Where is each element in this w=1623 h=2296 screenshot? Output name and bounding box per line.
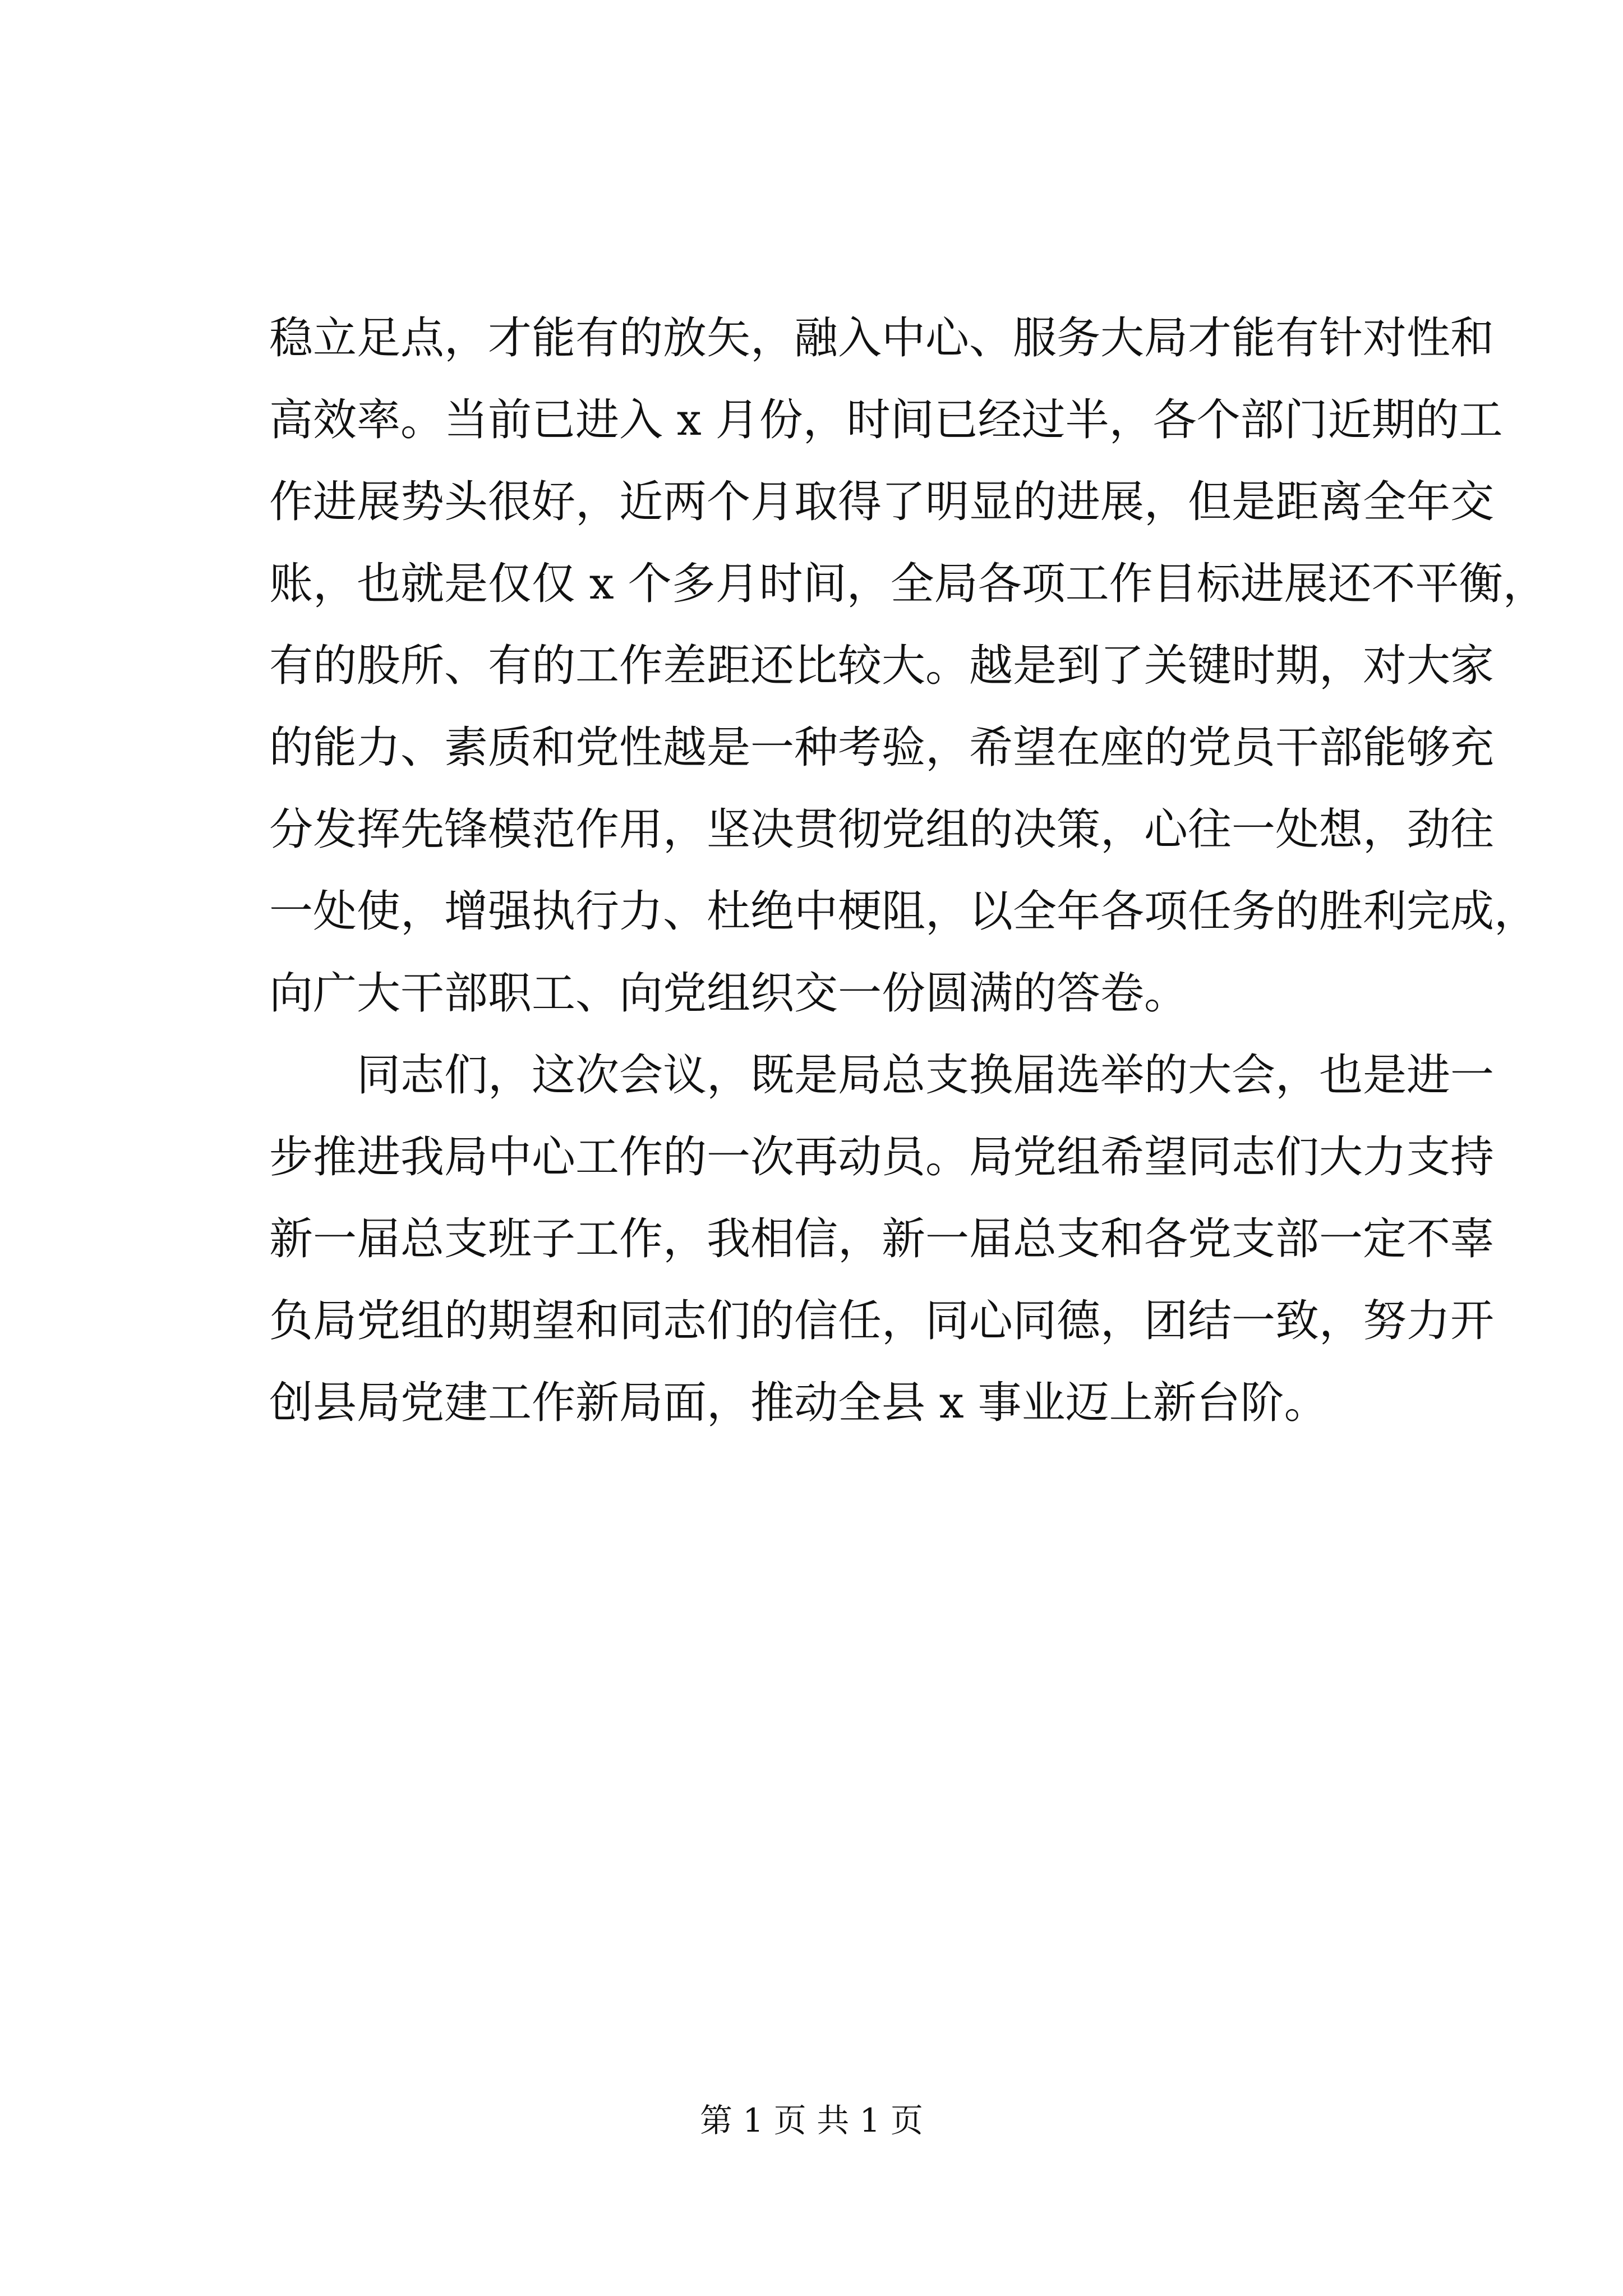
text-line: 账，也就是仅仅 x 个多月时间，全局各项工作目标进展还不平衡， (269, 559, 1547, 609)
text-line: 新一届总支班子工作，我相信，新一届总支和各党支部一定不辜 (269, 1214, 1495, 1264)
paragraph-2 (269, 1034, 1495, 1444)
text-line: 作进展势头很好，近两个月取得了明显的进展，但是距离全年交 (269, 477, 1495, 527)
text-line: 同志们，这次会议，既是局总支换届选举的大会，也是进一 (269, 1050, 1495, 1101)
text-line: 的能力、素质和党性越是一种考验，希望在座的党员干部能够充 (269, 723, 1495, 773)
paragraph-1 (269, 297, 1547, 1034)
text-line: 步推进我局中心工作的一次再动员。局党组希望同志们大力支持 (269, 1132, 1495, 1182)
text-line: 高效率。当前已进入 x 月份，时间已经过半，各个部门近期的工 (269, 395, 1503, 445)
text-line: 分发挥先锋模范作用，坚决贯彻党组的决策，心往一处想，劲往 (269, 804, 1495, 855)
page-footer: 第 1 页 共 1 页 (700, 2101, 923, 2139)
text-line: 一处使，增强执行力、杜绝中梗阻，以全年各项任务的胜利完成， (269, 886, 1538, 937)
text-line: 向广大干部职工、向党组织交一份圆满的答卷。 (269, 968, 1188, 1019)
document-body (269, 297, 1547, 1444)
text-line: 有的股所、有的工作差距还比较大。越是到了关键时期，对大家 (269, 641, 1495, 691)
text-line: 负局党组的期望和同志们的信任，同心同德，团结一致，努力开 (269, 1296, 1495, 1346)
text-line: 稳立足点，才能有的放矢，融入中心、服务大局才能有针对性和 (269, 313, 1495, 364)
text-line: 创县局党建工作新局面，推动全县 x 事业迈上新台阶。 (269, 1378, 1328, 1428)
